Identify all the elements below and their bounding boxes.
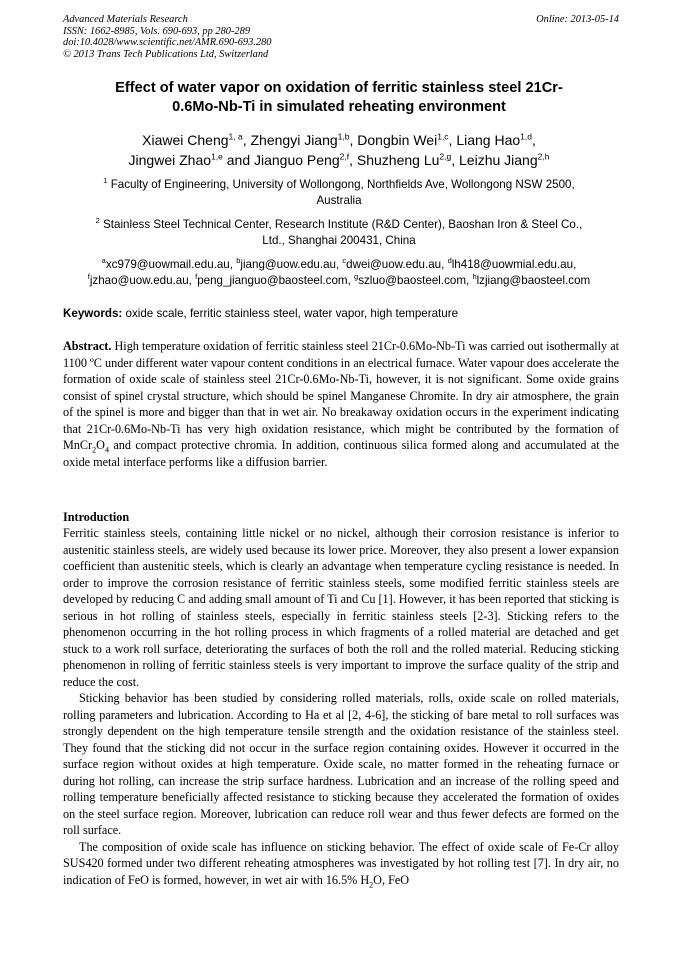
email-link[interactable]: $^a$xc979@uowmail.edu.au <box>101 256 230 271</box>
author: Shuzheng Lu$^{2,g}$ <box>356 151 452 168</box>
email-link[interactable]: $^d$lh418@uowmial.edu.au <box>447 256 574 271</box>
author: Jianguo Peng$^{2,f}$ <box>254 151 350 168</box>
keywords <box>63 306 619 321</box>
paper-title <box>60 79 618 117</box>
email-link[interactable]: $^f$jzhao@uow.edu.au <box>87 271 189 287</box>
journal-name: Advanced Materials Research <box>63 14 188 25</box>
author-list: Xiawei Cheng$^{1, a}$, Zhengyi Jiang$^{1,b}$, Dongbin Wei$^{1,c}$, Liang Hao$^{1,d}$, Jingwei Zhao$^{1,e}$ and Jianguo Peng$^{2,f}$, Shuzheng Lu$^{2,g}$, Leizhu Jiang$^{2,h}$ <box>128 131 550 168</box>
email-link[interactable]: $^g$szluo@baosteel.com <box>354 271 466 287</box>
introduction-body <box>63 525 619 888</box>
email-list: $^a$xc979@uowmail.edu.au, $^b$jiang@uow.edu.au, $^c$dwei@uow.edu.au, $^d$lh418@uowmial.edu.au, $^f$jzhao@uow.edu.au, $^f$peng_jianguo@baosteel.com, $^g$szluo@baosteel.com, $^h$lzjiang@baosteel.com <box>87 256 591 287</box>
section-heading-introduction: Introduction <box>63 510 130 524</box>
paragraph: Ferritic stainless steels, containing little nickel or no nickel, although their corrosion resistance is inferior to austenitic stainless steels, are widely used because its lower price. Moreover, they also present a lower expansion coefficient than austenitic steels, which is clearly an advantage when temperature cycling resistance is needed. In order to improve the corrosion resistance of ferritic stainless steels, some modified ferritic stainless steels are developed by reducing C and adding small amount of Ti and Cu [1]. However, it has been reported that sticking is serious in hot rolling of stainless steels, especially in ferritic stainless steels [2-3]. Sticking refers to the phenomenon occurring in the hot rolling process in which fragments of a rolled material are detached and get stuck to a work roll surface, deteriorating the surfaces of both the roll and the rolled material. Reducing sticking phenomenon in rolling of ferritic stainless steels is very important to improve the surface quality of the strip and reduce the cost. <box>63 526 619 689</box>
keywords-text: oxide scale, ferritic stainless steel, water vapor, high temperature <box>125 307 459 320</box>
issn-line: ISSN: 1662-8985, Vols. 690-693, pp 280-289 <box>63 25 251 37</box>
paragraph: The composition of oxide scale has influence on sticking behavior. The effect of oxide scale of Fe-Cr alloy SUS420 formed under two different reheating atmospheres was investigated by hot rolling test [7]. In dry air, no indication of FeO is formed, however, in wet air with 16.5% $H_2O$, FeO <box>63 839 619 889</box>
author: Jingwei Zhao$^{1,e}$ <box>128 151 223 168</box>
title-line-2: 0.6Mo-Nb-Ti in simulated reheating environment <box>172 99 506 115</box>
abstract: Abstract. High temperature oxidation of ferritic stainless steel 21Cr-0.6Mo-Nb-Ti was carried out isothermally at 1100 ºC under different water vapour content conditions in an electrical furnace. Water vapour does accelerate the formation of oxide scale of stainless steel 21Cr-0.6Mo-Nb-Ti, however, it is not significant. Some oxide grains consist of spinel crystal structure, which should be spinel Manganese Chromite. In dry air atmosphere, the grain of the spinel is more and bigger than that in wet air. No breakaway oxidation occurs in the experiment indicating that 21Cr-0.6Mo-Nb-Ti has very high oxidation resistance, which might be contributed by the formation of $MnCr_2O_4$ and compact protective chromia. In addition, continuous silica formed along and accumulated at the oxide metal interface performs like a diffusion barrier. <box>63 339 619 469</box>
email-link[interactable]: $^c$dwei@uow.edu.au <box>342 256 442 271</box>
journal-header <box>63 14 619 60</box>
author: Xiawei Cheng$^{1, a}$ <box>142 131 243 148</box>
copyright-line: © 2013 Trans Tech Publications Ltd, Switzerland <box>63 48 269 60</box>
title-line-1: Effect of water vapor on oxidation of ferritic stainless steel 21Cr- <box>115 80 563 96</box>
author: Liang Hao$^{1,d}$ <box>456 131 532 148</box>
online-date: Online: 2013-05-14 <box>536 14 619 25</box>
affiliation-2: $^2$ Stainless Steel Technical Center, Research Institute (R&D Center), Baoshan Iron & Steel Co., Ltd., Shanghai 200431, China <box>95 216 583 247</box>
author: Zhengyi Jiang$^{1,b}$ <box>250 131 350 148</box>
keywords-label: Keywords: <box>63 307 123 320</box>
email-link[interactable]: $^h$lzjiang@baosteel.com <box>472 271 591 287</box>
paragraph: Sticking behavior has been studied by considering rolled materials, rolls, oxide scale on rolled materials, rolling parameters and lubrication. According to Ha et al [2, 4-6], the sticking of bare metal to roll surfaces was strongly dependent on the high temperature tensile strength and the oxidation resistance of the stainless steel. They found that the sticking did not occur in the surface region containing oxides. However it occurred in the surface region without oxides at high temperature. Oxide scale, no matter formed in the reheating furnace or during hot rolling, can increase the strip surface hardness. Lubrication and an increase of the rolling speed and rolling temperature beneficially affected resistance to sticking because they accelerated the formation of oxides on the steel surface region. Moreover, lubrication can reduce roll wear and thus fewer defects are formed on the roll surface. <box>63 691 619 837</box>
email-link[interactable]: $^f$peng_jianguo@baosteel.com <box>195 271 348 287</box>
doi-line: doi:10.4028/www.scientific.net/AMR.690-693.280 <box>63 37 272 49</box>
email-link[interactable]: $^b$jiang@uow.edu.au <box>236 256 336 271</box>
abstract-label: Abstract. <box>63 339 112 353</box>
author: Leizhu Jiang$^{2,h}$ <box>459 151 550 168</box>
affiliation-1: $^1$ Faculty of Engineering, University of Wollongong, Northfields Ave, Wollongong NSW 2500, Australia <box>103 176 575 207</box>
author: Dongbin Wei$^{1,c}$ <box>357 131 449 148</box>
